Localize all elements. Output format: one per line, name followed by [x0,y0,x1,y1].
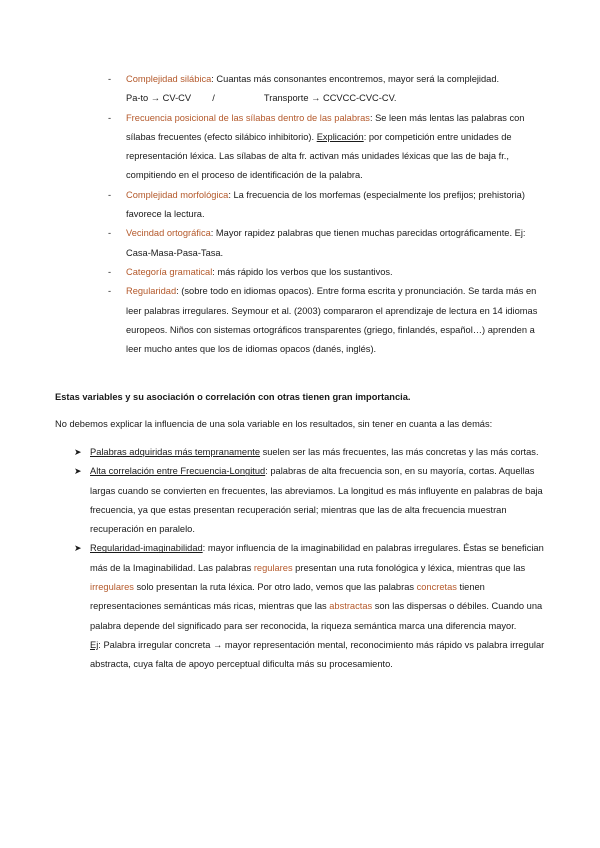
term-label: Regularidad [126,286,177,297]
item-text: : mayor influencia de la imaginabilidad en palabras irregulares. Éstas se benefician más de la Imaginabilidad. Las palabras [90,543,544,573]
arrow-bullet-icon: ➤ [74,466,82,477]
item-text: : Mayor rapidez palabras que tienen muchas parecidas ortográficamente. Ej: Casa-Masa-Pasa-Tasa. [126,228,526,258]
highlight-word: concretas [416,582,457,593]
item-lead: Regularidad-imaginabilidad [90,543,203,554]
term-label: Frecuencia posicional de las sílabas dentro de las palabras [126,112,370,123]
list-item [108,186,548,225]
example-label: Ej [90,639,99,650]
item-text: : (sobre todo en idiomas opacos). Entre forma escrita y pronunciación. Se tarda más en leer palabras irregulares. Seymour et al. (2003) compararon el aprendizaje de lectura en 14 idiomas europeos. Niños con sistemas ortográficos transparentes (griego, finlandés, español…) aprenden a leer mucho antes que los de idiomas opacos (danés, inglés). [126,286,538,355]
example-text: : Palabra irregular concreta → mayor representación mental, reconocimiento más rápido vs palabra irregular abstracta, cuya falta de apoyo perceptual dificulta más su procesamiento. [90,639,545,670]
item-text: son las dispersas o débiles. Cuando una palabra depende del significado para ser reconocida, la riqueza semántica marca una diferencia mayor. [90,601,543,631]
highlight-word: regulares [253,562,293,573]
item-text: presentan una ruta fonológica y léxica, mientras que las [292,562,526,573]
term-label: Complejidad morfológica [126,189,229,200]
bold-paragraph: Estas variables y su asociación o correlación con otras tienen gran importancia. [55,392,411,402]
item-lead: Alta correlación entre Frecuencia-Longitud [90,466,266,477]
item-text: solo presentan la ruta léxica. Por otro lado, vemos que las palabras [133,582,417,593]
explicacion-label: Explicación [316,131,364,142]
list-item [74,539,550,674]
variables-list [108,70,548,359]
dash-marker: - [108,112,112,123]
list-item [108,263,548,282]
list-item [108,224,548,263]
list-item [108,109,548,186]
list-item [74,443,550,462]
example-right: Transporte → CCVCC-CVC-CV. [263,93,397,104]
term-label: Complejidad silábica [126,74,212,84]
item-text: : Cuantas más consonantes encontremos, mayor será la complejidad. [211,74,500,84]
item-lead: Palabras adquiridas más tempranamente [90,447,261,457]
example-left: Pa-to → CV-CV [126,93,192,104]
item-text: : La frecuencia de los morfemas (especialmente los prefijos; prehistoria) favorece la lectura. [126,189,525,220]
dash-marker: - [108,228,112,239]
list-item [108,70,548,109]
highlight-word: irregulares [90,582,134,593]
intro-paragraph: No debemos explicar la influencia de una sola variable en los resultados, sin tener en cuanta a las demás: [55,419,493,429]
arrow-list [74,443,550,675]
item-text: : palabras de alta frecuencia son, en su mayoría, cortas. Aquellas largas cuando se convierten en frecuentes, las abreviamos. La longitud es más influyente en palabras de baja frecuencia, ya que estas presentan recuperación serial; mientras que las de alta frecuencia muestran recuperación en paralelo. [90,466,543,535]
example-separator: / [212,93,215,104]
item-text: tienen representaciones semánticas más ricas, mientras que las [90,582,485,612]
item-text: : Se leen más lentas las palabras con sílabas frecuentes (efecto silábico inhibitorio). [126,112,525,142]
term-label: Vecindad ortográfica [126,228,211,239]
term-label: Categoría gramatical [126,266,213,277]
list-item [108,282,548,359]
arrow-bullet-icon: ➤ [74,447,82,457]
arrow-bullet-icon: ➤ [74,543,82,554]
dash-marker: - [108,286,112,297]
dash-marker: - [108,189,112,200]
dash-marker: - [108,74,112,84]
list-item [74,462,550,539]
item-text: suelen ser las más frecuentes, las más concretas y las más cortas. [260,447,539,457]
dash-marker: - [108,266,112,277]
item-text: : por competición entre unidades de representación léxica. Las sílabas de alta fr. activan más unidades léxicas que las de baja fr., compitiendo en el proceso de identificación de la palabra. [126,131,512,181]
highlight-word: abstractas [329,601,373,612]
item-text: : más rápido los verbos que los sustantivos. [212,266,393,277]
